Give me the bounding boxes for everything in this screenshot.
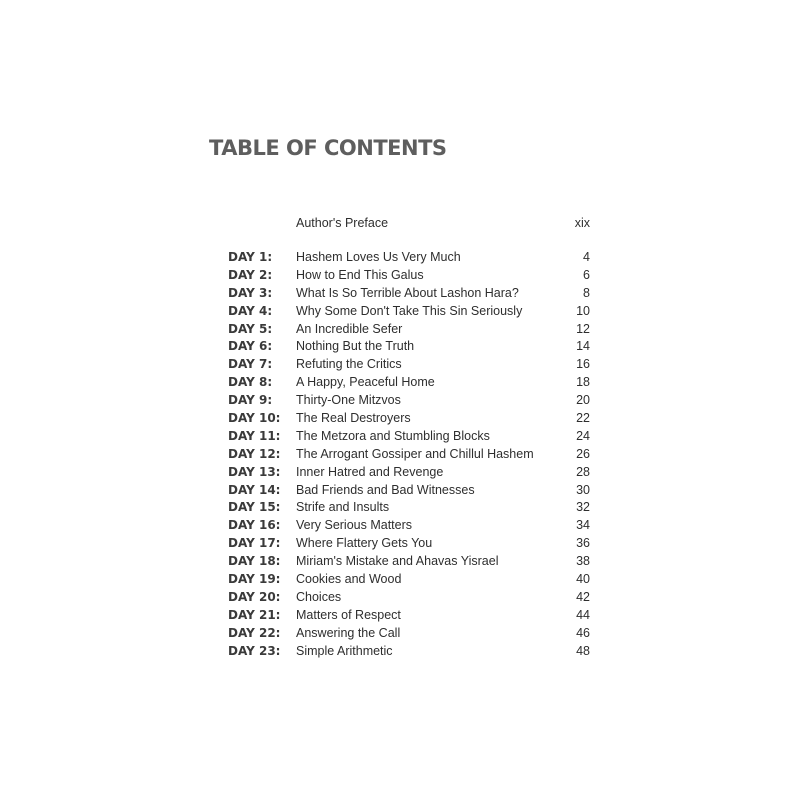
day-label: DAY 9: — [228, 393, 273, 408]
preface-page-number: xix — [574, 216, 590, 230]
toc-row — [228, 607, 590, 625]
chapter-title: An Incredible Sefer — [296, 321, 403, 336]
chapter-title: Where Flattery Gets You — [296, 536, 433, 551]
day-label: DAY 23: — [228, 643, 281, 658]
day-label: DAY 8: — [228, 375, 273, 390]
chapter-title: Strife and Insults — [296, 500, 390, 515]
toc-row — [228, 499, 590, 517]
chapter-title: What Is So Terrible About Lashon Hara? — [296, 285, 519, 300]
page-number: 44 — [576, 607, 590, 622]
page-number: 26 — [576, 446, 590, 461]
chapter-title: The Real Destroyers — [296, 411, 411, 426]
toc-row — [228, 321, 590, 339]
page-number: 12 — [576, 321, 590, 336]
page-number: 32 — [576, 500, 590, 515]
page-number: 30 — [576, 482, 590, 497]
toc-row — [228, 428, 590, 446]
chapter-title: Nothing But the Truth — [296, 339, 415, 354]
day-label: DAY 16: — [228, 518, 281, 533]
toc-row — [228, 356, 590, 374]
chapter-title: Bad Friends and Bad Witnesses — [296, 482, 475, 497]
chapter-title: Cookies and Wood — [296, 572, 402, 587]
page-number: 48 — [576, 643, 590, 658]
chapter-title: How to End This Galus — [296, 267, 424, 282]
toc-row — [228, 464, 590, 482]
chapter-title: The Metzora and Stumbling Blocks — [296, 428, 490, 443]
page-number: 34 — [576, 518, 590, 533]
chapter-title: Refuting the Critics — [296, 357, 402, 372]
day-label: DAY 1: — [228, 250, 273, 264]
page-number: 38 — [576, 554, 590, 569]
chapter-title: Why Some Don't Take This Sin Seriously — [296, 303, 523, 318]
page-number: 22 — [576, 411, 590, 426]
preface-title: Author's Preface — [296, 216, 389, 230]
page-number: 42 — [576, 589, 590, 604]
page-number: 20 — [576, 393, 590, 408]
page-number: 28 — [576, 464, 590, 479]
chapter-title: The Arrogant Gossiper and Chillul Hashem — [296, 446, 534, 461]
toc-row — [228, 410, 590, 428]
chapter-title: Thirty-One Mitzvos — [296, 393, 401, 408]
chapter-title: Matters of Respect — [296, 607, 401, 622]
chapter-title: Simple Arithmetic — [296, 643, 393, 658]
day-label: DAY 18: — [228, 554, 281, 569]
chapter-title: A Happy, Peaceful Home — [296, 375, 435, 390]
day-label: DAY 12: — [228, 446, 281, 461]
toc-row — [228, 392, 590, 410]
day-label: DAY 7: — [228, 357, 273, 372]
chapter-title: Hashem Loves Us Very Much — [296, 250, 461, 264]
toc-row — [228, 643, 590, 661]
day-label: DAY 3: — [228, 285, 273, 300]
chapter-title: Inner Hatred and Revenge — [296, 464, 444, 479]
toc-row — [228, 625, 590, 643]
toc-row — [228, 249, 590, 267]
toc-row — [228, 374, 590, 392]
page-title: TABLE OF CONTENTS — [209, 136, 447, 160]
page-number: 8 — [583, 285, 590, 300]
toc-row — [228, 267, 590, 285]
toc-row — [228, 213, 590, 233]
day-label: DAY 17: — [228, 536, 281, 551]
preface-entry — [228, 213, 590, 233]
toc-row — [228, 553, 590, 571]
chapter-title: Choices — [296, 589, 342, 604]
day-label: DAY 5: — [228, 321, 273, 336]
page-number: 24 — [576, 428, 590, 443]
day-label: DAY 4: — [228, 303, 273, 318]
page-number: 14 — [576, 339, 590, 354]
toc-row — [228, 338, 590, 356]
toc-row — [228, 535, 590, 553]
page-number: 36 — [576, 536, 590, 551]
day-label: DAY 19: — [228, 572, 281, 587]
page-number: 46 — [576, 625, 590, 640]
chapter-title: Very Serious Matters — [296, 518, 413, 533]
page-number: 10 — [576, 303, 590, 318]
day-label: DAY 2: — [228, 267, 273, 282]
toc-row — [228, 517, 590, 535]
day-label: DAY 22: — [228, 625, 281, 640]
page-number: 16 — [576, 357, 590, 372]
day-label: DAY 11: — [228, 428, 281, 443]
page-number: 40 — [576, 572, 590, 587]
page-number: 18 — [576, 375, 590, 390]
day-label: DAY 15: — [228, 500, 281, 515]
toc-row — [228, 446, 590, 464]
day-label: DAY 20: — [228, 589, 281, 604]
toc-list — [228, 249, 590, 660]
day-label: DAY 6: — [228, 339, 273, 354]
day-label: DAY 21: — [228, 607, 281, 622]
toc-row — [228, 571, 590, 589]
chapter-title: Miriam's Mistake and Ahavas Yisrael — [296, 554, 499, 569]
day-label: DAY 13: — [228, 464, 281, 479]
page-number: 6 — [583, 267, 590, 282]
toc-row — [228, 482, 590, 500]
day-label: DAY 14: — [228, 482, 281, 497]
page-number: 4 — [583, 250, 590, 264]
day-label: DAY 10: — [228, 411, 281, 426]
toc-row — [228, 303, 590, 321]
toc-row — [228, 589, 590, 607]
chapter-title: Answering the Call — [296, 625, 401, 640]
toc-row — [228, 285, 590, 303]
